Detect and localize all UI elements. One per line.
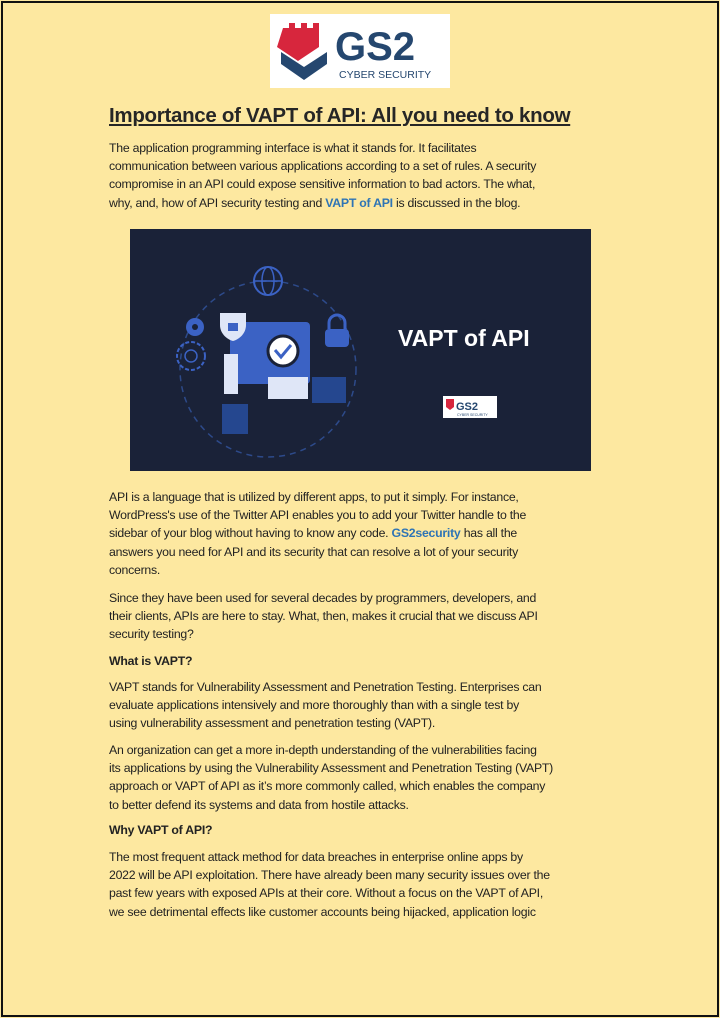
text-segment: past few years with exposed APIs at their core. Without a focus on the VAPT of API, <box>109 886 544 901</box>
logo-brand: GS2 <box>335 25 416 69</box>
text-segment: What is VAPT? <box>109 654 193 668</box>
text-segment: using vulnerability assessment and penetration testing (VAPT). <box>109 716 436 731</box>
text-segment: its applications by using the Vulnerability Assessment and Penetration Testing (VAPT) <box>109 761 554 776</box>
text-segment: sidebar of your blog without having to know any code. <box>109 526 392 541</box>
text-line <box>109 524 614 542</box>
text-segment: The application programming interface is what it stands for. It facilitates <box>109 141 477 155</box>
text-segment: security testing? <box>109 627 194 642</box>
text-line <box>109 741 614 759</box>
text-segment: evaluate applications intensively and more thoroughly than with a single test by <box>109 698 519 713</box>
text-line <box>109 561 614 579</box>
text-line <box>109 506 614 524</box>
hero-image <box>130 229 591 471</box>
text-segment: The most frequent attack method for data breaches in enterprise online apps by <box>109 850 523 864</box>
text-line <box>109 821 614 839</box>
text-segment: 2022 will be API exploitation. There have already been many security issues over the <box>109 868 550 883</box>
text-line <box>109 175 614 193</box>
inline-link[interactable]: VAPT of API <box>325 195 393 210</box>
paragraph <box>109 678 614 733</box>
text-line <box>109 157 614 175</box>
text-line <box>109 696 614 714</box>
paragraph <box>109 139 614 212</box>
hero-title: VAPT of API <box>398 325 530 351</box>
hero-logo-brand: GS2 <box>456 401 479 413</box>
paragraph <box>109 741 614 814</box>
text-segment: WordPress's use of the Twitter API enables you to add your Twitter handle to the <box>109 508 527 523</box>
section-heading <box>109 821 614 839</box>
logo-tagline: CYBER SECURITY <box>339 69 432 81</box>
text-line <box>109 194 614 212</box>
text-line <box>109 652 614 670</box>
paragraph <box>109 848 614 921</box>
text-segment: concerns. <box>109 562 161 577</box>
text-line <box>109 759 614 777</box>
text-segment: why, and, how of API security testing and <box>109 195 326 210</box>
text-segment: their clients, APIs are here to stay. What, then, makes it crucial that we discuss API <box>109 609 538 624</box>
text-segment: An organization can get a more in-depth understanding of the vulnerabilities facing <box>109 743 537 757</box>
gear-icon <box>177 318 205 370</box>
text-segment: Why VAPT of API? <box>109 823 213 837</box>
text-segment: to better defend its systems and data from hostile attacks. <box>109 797 409 812</box>
text-line <box>109 848 614 866</box>
text-line <box>109 903 614 921</box>
text-line <box>109 866 614 884</box>
padlock-icon <box>325 315 349 347</box>
text-segment: VAPT stands for Vulnerability Assessment and Penetration Testing. Enterprises can <box>109 680 542 694</box>
text-line <box>109 139 614 157</box>
paragraph <box>109 589 614 644</box>
text-line <box>109 543 614 561</box>
section-heading <box>109 652 614 670</box>
text-line <box>109 589 614 607</box>
gs2-logo <box>270 14 450 88</box>
text-segment: is discussed in the blog. <box>392 195 521 210</box>
text-line <box>109 884 614 902</box>
text-segment: answers you need for API and its security that can resolve a lot of your security <box>109 544 518 559</box>
text-line <box>109 625 614 643</box>
text-line <box>109 714 614 732</box>
text-segment: Since they have been used for several decades by programmers, developers, and <box>109 591 537 605</box>
inline-link[interactable]: GS2security <box>391 526 461 541</box>
text-segment: communication between various applications according to a set of rules. A security <box>109 159 537 174</box>
text-line <box>109 678 614 696</box>
globe-icon <box>254 267 282 295</box>
text-segment: compromise in an API could expose sensitive information to bad actors. The what, <box>109 177 536 192</box>
text-segment: API is a language that is utilized by different apps, to put it simply. For instance, <box>109 490 519 504</box>
text-segment: we see detrimental effects like customer accounts being hijacked, application logic <box>109 904 536 919</box>
text-line <box>109 488 614 506</box>
hero-logo-tagline: CYBER SECURITY <box>457 413 488 417</box>
text-line <box>109 777 614 795</box>
gs2-shield-icon <box>275 18 445 84</box>
text-segment: has all the <box>460 526 518 541</box>
page-title: Importance of VAPT of API: All you need to know <box>109 104 571 127</box>
text-line <box>109 607 614 625</box>
paragraph <box>109 488 614 579</box>
text-line <box>109 796 614 814</box>
text-segment: approach or VAPT of API as it’s more commonly called, which enables the company <box>109 779 546 794</box>
